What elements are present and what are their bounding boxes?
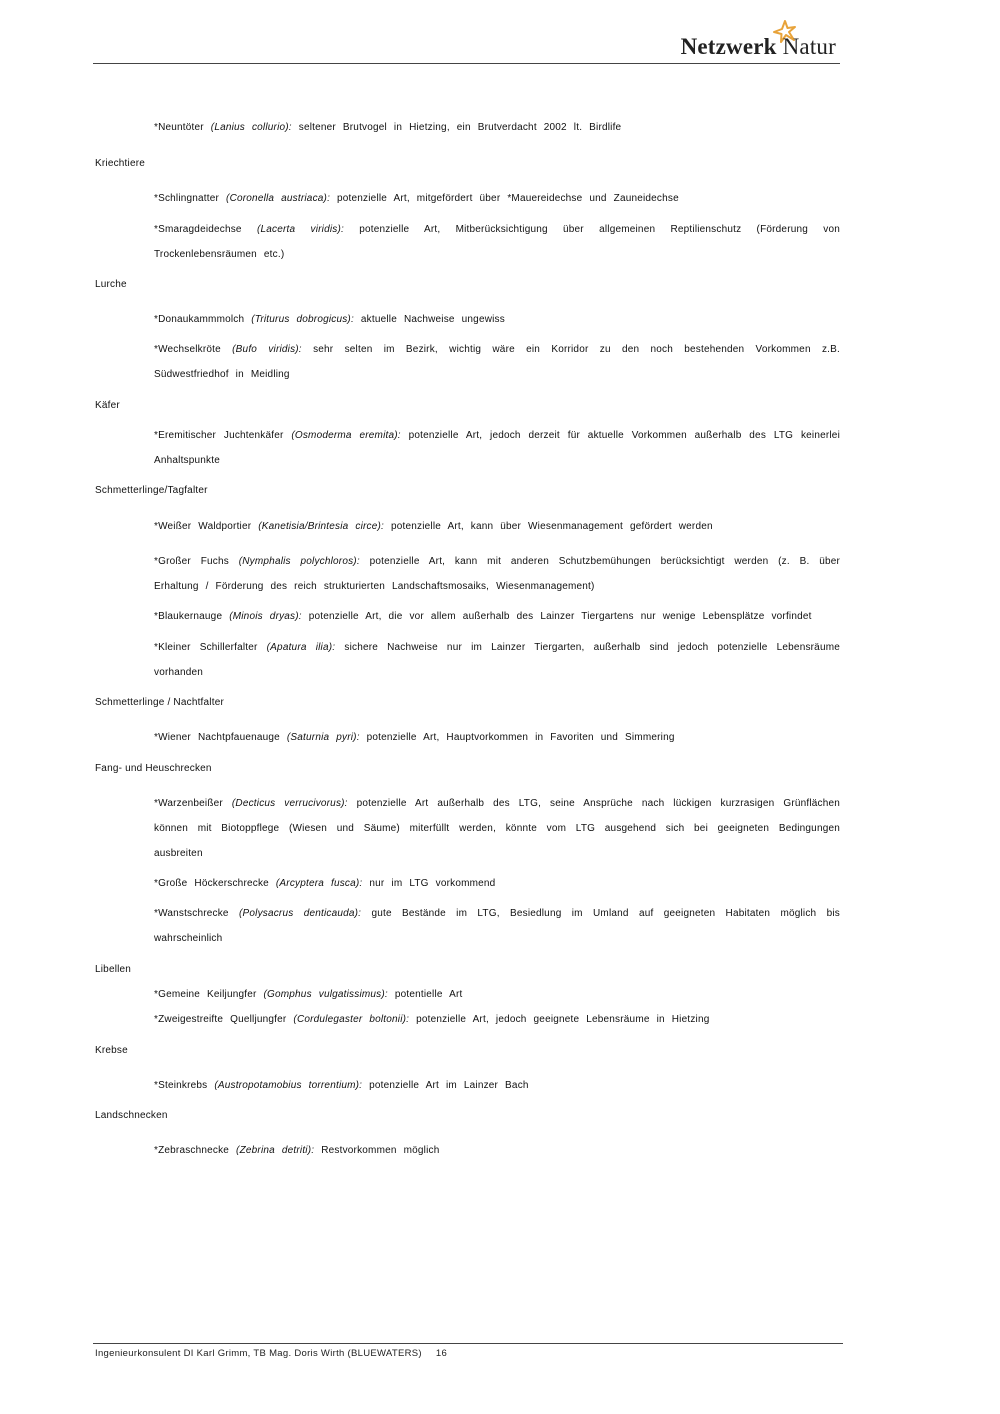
species-entry (154, 549, 840, 599)
species-scientific-name: (Decticus verrucivorus): (231, 798, 348, 809)
species-entry (154, 1138, 840, 1163)
section-heading: Schmetterlinge/Tagfalter (95, 485, 208, 496)
species-scientific-name: (Triturus dobrogicus): (251, 314, 354, 325)
species-entry (154, 337, 840, 387)
page-footer (95, 1348, 447, 1359)
species-common-name: *Wanstschrecke (154, 908, 229, 919)
species-description: Restvorkommen möglich (321, 1145, 440, 1156)
species-common-name: *Neuntöter (154, 122, 204, 133)
species-scientific-name: (Kanetisia/Brintesia circe): (258, 521, 385, 532)
species-entry (154, 871, 840, 896)
species-scientific-name: (Austropotamobius torrentium): (214, 1080, 363, 1091)
species-description: seltener Brutvogel in Hietzing, ein Brutverdacht 2002 lt. Birdlife (298, 122, 622, 133)
species-scientific-name: (Zebrina detriti): (236, 1145, 315, 1156)
species-common-name: *Kleiner Schillerfalter (154, 642, 258, 653)
section-heading: Lurche (95, 279, 127, 290)
header-divider (93, 63, 840, 64)
species-entry (154, 725, 840, 750)
species-scientific-name: (Polysacrus denticauda): (238, 908, 362, 919)
species-description: potenzielle Art, Mitberücksichtigung über allgemeinen Reptilienschutz (Förderung von Trockenlebensräumen etc.) (154, 224, 840, 260)
species-entry (154, 982, 840, 1007)
species-common-name: *Große Höckerschrecke (154, 878, 269, 889)
species-description: potenzielle Art, kann über Wiesenmanagement gefördert werden (391, 521, 713, 532)
species-entry (154, 307, 840, 332)
section-heading: Krebse (95, 1045, 128, 1056)
species-entry (154, 1073, 840, 1098)
species-common-name: *Wiener Nachtpfauenauge (154, 732, 280, 743)
species-scientific-name: (Nymphalis polychloros): (238, 556, 360, 567)
species-entry (154, 186, 840, 211)
species-description: potenzielle Art, mitgefördert über *Mauereidechse und Zauneidechse (337, 193, 679, 204)
species-entry (154, 635, 840, 685)
species-common-name: *Schlingnatter (154, 193, 220, 204)
species-common-name: *Donaukammmolch (154, 314, 245, 325)
section-heading: Käfer (95, 400, 120, 411)
section-heading: Libellen (95, 964, 132, 975)
species-common-name: *Großer Fuchs (154, 556, 229, 567)
species-description: aktuelle Nachweise ungewiss (360, 314, 505, 325)
species-description: gute Bestände im LTG, Besiedlung im Umland auf geeigneten Habitaten möglich bis wahrscheinlich (154, 908, 840, 944)
section-heading: Schmetterlinge / Nachtfalter (95, 697, 224, 708)
species-entry (154, 423, 840, 473)
species-common-name: *Zweigestreifte Quelljungfer (154, 1014, 287, 1025)
species-scientific-name: (Gomphus vulgatissimus): (263, 989, 388, 1000)
species-scientific-name: (Lacerta viridis): (256, 224, 344, 235)
species-scientific-name: (Apatura ilia): (266, 642, 336, 653)
species-entry (154, 217, 840, 267)
species-common-name: *Wechselkröte (154, 344, 221, 355)
logo-word-1: Netzwerk (680, 34, 777, 59)
species-description: potenzielle Art, jedoch geeignete Lebensräume in Hietzing (416, 1014, 710, 1025)
species-common-name: *Blaukernauge (154, 611, 223, 622)
logo-word-2: Natur (782, 34, 836, 59)
species-entry (154, 604, 840, 629)
section-heading: Landschnecken (95, 1110, 168, 1121)
species-common-name: *Gemeine Keiljungfer (154, 989, 257, 1000)
species-description: potenzielle Art außerhalb des LTG, seine Ansprüche nach lückigen kurzrasigen Grünflächen können mit Biotoppflege (Wiesen und Säume) miterfüllt werden, könnte vom LTG ausgehend sich bei geeigneten Bedingungen ausbreiten (154, 798, 841, 859)
species-common-name: *Steinkrebs (154, 1080, 208, 1091)
species-scientific-name: (Minois dryas): (229, 611, 302, 622)
species-common-name: *Weißer Waldportier (154, 521, 252, 532)
species-description: potentielle Art (394, 989, 463, 1000)
species-description: potenzielle Art, die vor allem außerhalb des Lainzer Tiergartens nur wenige Lebensplätze vorfindet (308, 611, 812, 622)
species-entry (154, 791, 840, 866)
species-entry (154, 1007, 840, 1032)
species-description: potenzielle Art, Hauptvorkommen in Favoriten und Simmering (366, 732, 675, 743)
species-scientific-name: (Lanius collurio): (210, 122, 292, 133)
species-description: potenzielle Art, kann mit anderen Schutzbemühungen berücksichtigt werden (z. B. über Erhaltung / Förderung des reich strukturierten Landschaftsmosaiks, Wiesenmanagement) (154, 556, 841, 592)
species-entry (154, 901, 840, 951)
species-description: potenzielle Art im Lainzer Bach (369, 1080, 529, 1091)
species-entry (154, 115, 840, 140)
page-number: 16 (435, 1348, 448, 1359)
species-description: nur im LTG vorkommend (369, 878, 496, 889)
species-scientific-name: (Osmoderma eremita): (291, 430, 401, 441)
species-description: potenzielle Art, jedoch derzeit für aktuelle Vorkommen außerhalb des LTG keinerlei Anhaltspunkte (154, 430, 840, 466)
species-common-name: *Warzenbeißer (154, 798, 223, 809)
species-entry (154, 514, 840, 539)
footer-text: Ingenieurkonsulent DI Karl Grimm, TB Mag. Doris Wirth (BLUEWATERS) (95, 1348, 422, 1359)
species-scientific-name: (Coronella austriaca): (226, 193, 331, 204)
section-heading: Fang- und Heuschrecken (95, 763, 212, 774)
species-scientific-name: (Arcyptera fusca): (275, 878, 363, 889)
species-common-name: *Zebraschnecke (154, 1145, 230, 1156)
footer-divider (93, 1343, 843, 1344)
species-description: sehr selten im Bezirk, wichtig wäre ein Korridor zu den noch bestehenden Vorkommen z.B. Südwestfriedhof in Meidling (154, 344, 840, 380)
species-common-name: *Eremitischer Juchtenkäfer (154, 430, 284, 441)
species-description: sichere Nachweise nur im Lainzer Tiergarten, außerhalb sind jedoch potenzielle Lebensräume vorhanden (154, 642, 841, 678)
logo (681, 34, 836, 60)
species-scientific-name: (Cordulegaster boltonii): (293, 1014, 410, 1025)
section-heading: Kriechtiere (95, 158, 145, 169)
species-common-name: *Smaragdeidechse (154, 224, 242, 235)
species-scientific-name: (Saturnia pyri): (286, 732, 360, 743)
species-scientific-name: (Bufo viridis): (232, 344, 302, 355)
